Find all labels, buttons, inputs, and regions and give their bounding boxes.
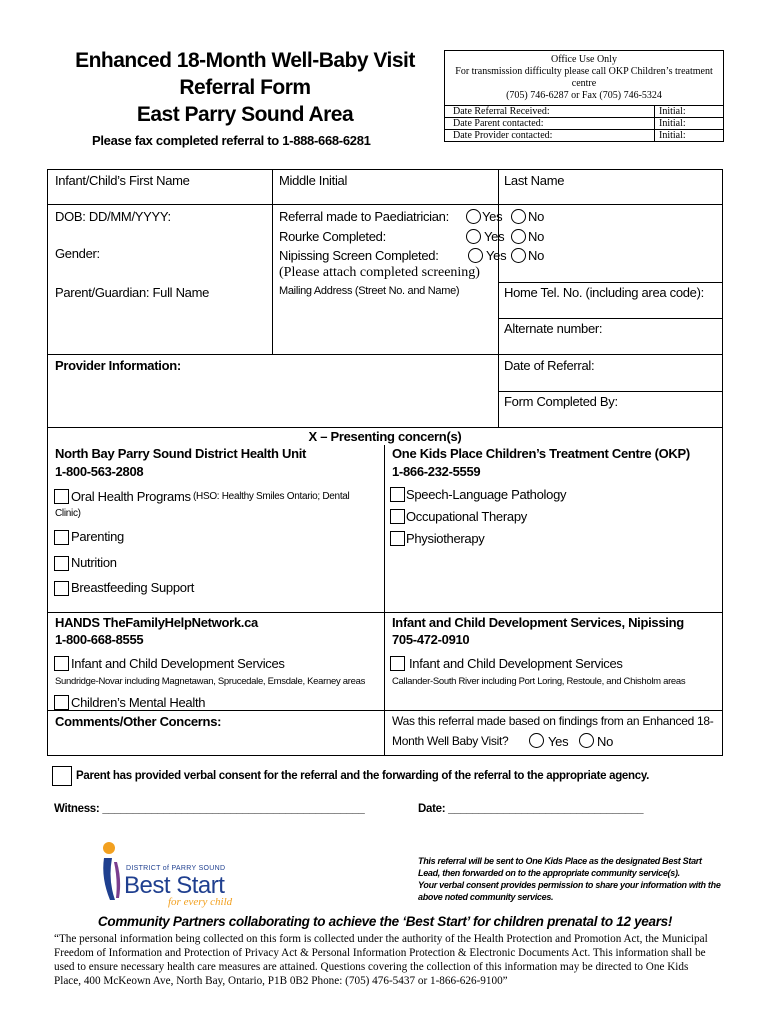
speech-language-checkbox[interactable] [390, 487, 405, 502]
childrens-mental-health-checkbox[interactable] [54, 695, 69, 710]
well-baby-no-radio[interactable] [579, 733, 594, 748]
office-row-label: Date Referral Received: [445, 106, 655, 118]
nipissing-icds-label: Infant and Child Development Services [409, 656, 623, 671]
office-row-label: Date Parent contacted: [445, 118, 655, 130]
parent-label: Parent/Guardian: Full Name [55, 285, 210, 300]
okp-phone: 1-866-232-5559 [392, 464, 481, 479]
rourke-no-radio[interactable] [511, 229, 526, 244]
attach-screening-note: (Please attach completed screening) [279, 265, 480, 280]
logo-brand: Best Start [124, 872, 225, 899]
nipissing-screen-label: Nipissing Screen Completed: [279, 248, 439, 263]
middle-initial-label: Middle Initial [279, 173, 348, 188]
nipissing-icds-phone: 705-472-0910 [392, 632, 470, 647]
comments-label: Comments/Other Concerns: [55, 714, 222, 729]
provider-info-label: Provider Information: [55, 358, 181, 373]
nutrition-checkbox[interactable] [54, 556, 69, 571]
last-name-label: Last Name [504, 173, 565, 188]
parenting-checkbox[interactable] [54, 530, 69, 545]
consent-checkbox[interactable] [52, 766, 72, 786]
alternate-number-label: Alternate number: [504, 321, 603, 336]
office-use-table [445, 105, 723, 141]
oral-health-checkbox[interactable] [54, 489, 69, 504]
hands-icds-checkbox[interactable] [54, 656, 69, 671]
home-tel-label: Home Tel. No. (including area code): [504, 285, 704, 300]
office-row-label: Date Provider contacted: [445, 130, 655, 142]
form-completed-by-label: Form Completed By: [504, 394, 618, 409]
occupational-therapy-checkbox[interactable] [390, 509, 405, 524]
form-title-line3: East Parry Sound Area [136, 103, 354, 126]
office-use-heading: Office Use Only [551, 54, 617, 65]
rourke-yes-label: Yes [484, 229, 505, 244]
rourke-no-label: No [528, 229, 545, 244]
office-row-initial[interactable]: Initial: [655, 118, 724, 130]
first-name-label: Infant/Child’s First Name [55, 173, 190, 188]
nipissing-icds-checkbox[interactable] [390, 656, 405, 671]
fax-instruction: Please fax completed referral to 1-888-668-6281 [92, 133, 371, 148]
referral-paed-yes-label: Yes [482, 209, 503, 224]
oral-health-note-2: Clinic) [55, 508, 81, 519]
community-partners-tagline: Community Partners collaborating to achieve the ‘Best Start’ for children prenatal to 12 years! [97, 914, 673, 929]
sent-note-line4: above noted community services. [418, 892, 554, 902]
sent-note-line2: Lead, then forwarded on to the appropriate community service(s). [418, 868, 680, 878]
office-use-line2: For transmission difficulty please call OKP Children’s treatment [455, 66, 713, 77]
nbps-health-unit-name: North Bay Parry Sound District Health Unit [55, 446, 307, 461]
breastfeeding-label: Breastfeeding Support [71, 580, 195, 595]
office-use-box [444, 50, 724, 142]
well-baby-yes-label: Yes [548, 734, 569, 749]
form-title-line1: Enhanced 18-Month Well-Baby Visit [75, 49, 415, 72]
physiotherapy-label: Physiotherapy [406, 531, 485, 546]
nipissing-yes-label: Yes [486, 248, 507, 263]
mailing-address-label: Mailing Address (Street No. and Name) [279, 285, 460, 297]
occupational-therapy-label: Occupational Therapy [406, 509, 527, 524]
best-start-logo [96, 840, 256, 910]
referral-paed-yes-radio[interactable] [466, 209, 481, 224]
nutrition-label: Nutrition [71, 555, 117, 570]
nipissing-no-label: No [528, 248, 545, 263]
referral-paed-no-radio[interactable] [511, 209, 526, 224]
physiotherapy-checkbox[interactable] [390, 531, 405, 546]
okp-name: One Kids Place Children’s Treatment Centre (OKP) [392, 446, 690, 461]
privacy-statement: “The personal information being collected on this form is collected under the authority of the Health Protection and Promotion Act, the Municipal Freedom of Information and Protection of Privacy Act & Personal Information Protection & Electronic Documents Act. This information shall be used to ensure necessary health care measures are attained. Questions covering the collection of this information may be directed to One Kids Place, 400 McKeown Ave, North Bay, Ontario, P1B 0B2 Phone: (705) 476-5437 or 1-866-626-9100” [54, 933, 708, 987]
gender-label: Gender: [55, 246, 100, 261]
office-row-initial[interactable]: Initial: [655, 106, 724, 118]
form-title-line2: Referral Form [179, 76, 311, 99]
oral-health-label: Oral Health Programs [71, 489, 191, 504]
hands-area-note: Sundridge-Novar including Magnetawan, Sprucedale, Emsdale, Kearney areas [55, 676, 366, 687]
was-referral-question: Was this referral made based on findings from an Enhanced 18- [392, 714, 714, 728]
office-use-line4: (705) 746-6287 or Fax (705) 746-5324 [506, 90, 662, 101]
rourke-label: Rourke Completed: [279, 229, 386, 244]
sent-note [418, 855, 721, 903]
nipissing-area-note: Callander-South River including Port Loring, Restoule, and Chisholm areas [392, 676, 686, 687]
nipissing-icds-name: Infant and Child Development Services, Nipissing [392, 615, 684, 630]
presenting-concerns-heading: X – Presenting concern(s) [308, 429, 462, 444]
was-referral-question-2: Month Well Baby Visit? [392, 734, 509, 748]
referral-paed-no-label: No [528, 209, 545, 224]
referral-paed-label: Referral made to Paediatrician: [279, 209, 449, 224]
date-line[interactable]: Date: ________________________________ [418, 803, 644, 815]
oral-health-note: (HSO: Healthy Smiles Ontario; Dental [193, 491, 350, 502]
sent-note-line1: This referral will be sent to One Kids Place as the designated Best Start [418, 856, 702, 866]
logo-tagline: for every child [168, 896, 233, 908]
childrens-mental-health-label: Children’s Mental Health [71, 695, 206, 710]
office-row-initial[interactable]: Initial: [655, 130, 724, 142]
consent-text: Parent has provided verbal consent for the referral and the forwarding of the referral to the appropriate agency. [76, 770, 649, 782]
dob-label: DOB: DD/MM/YYYY: [55, 209, 171, 224]
sent-note-line3: Your verbal consent provides permission to share your information with the [418, 880, 721, 890]
parenting-label: Parenting [71, 529, 124, 544]
logo-district: DISTRICT of PARRY SOUND [126, 865, 226, 872]
breastfeeding-checkbox[interactable] [54, 581, 69, 596]
nbps-phone: 1-800-563-2808 [55, 464, 144, 479]
nipissing-no-radio[interactable] [511, 248, 526, 263]
hands-icds-label: Infant and Child Development Services [71, 656, 285, 671]
hands-phone: 1-800-668-8555 [55, 632, 144, 647]
witness-line[interactable]: Witness: ___________________________________________ [54, 803, 365, 815]
well-baby-yes-radio[interactable] [529, 733, 544, 748]
speech-language-label: Speech-Language Pathology [406, 487, 567, 502]
hands-name: HANDS TheFamilyHelpNetwork.ca [55, 615, 258, 630]
well-baby-no-label: No [597, 734, 614, 749]
rourke-yes-radio[interactable] [466, 229, 481, 244]
date-of-referral-label: Date of Referral: [504, 358, 595, 373]
nipissing-yes-radio[interactable] [468, 248, 483, 263]
office-use-line3: centre [571, 78, 597, 89]
